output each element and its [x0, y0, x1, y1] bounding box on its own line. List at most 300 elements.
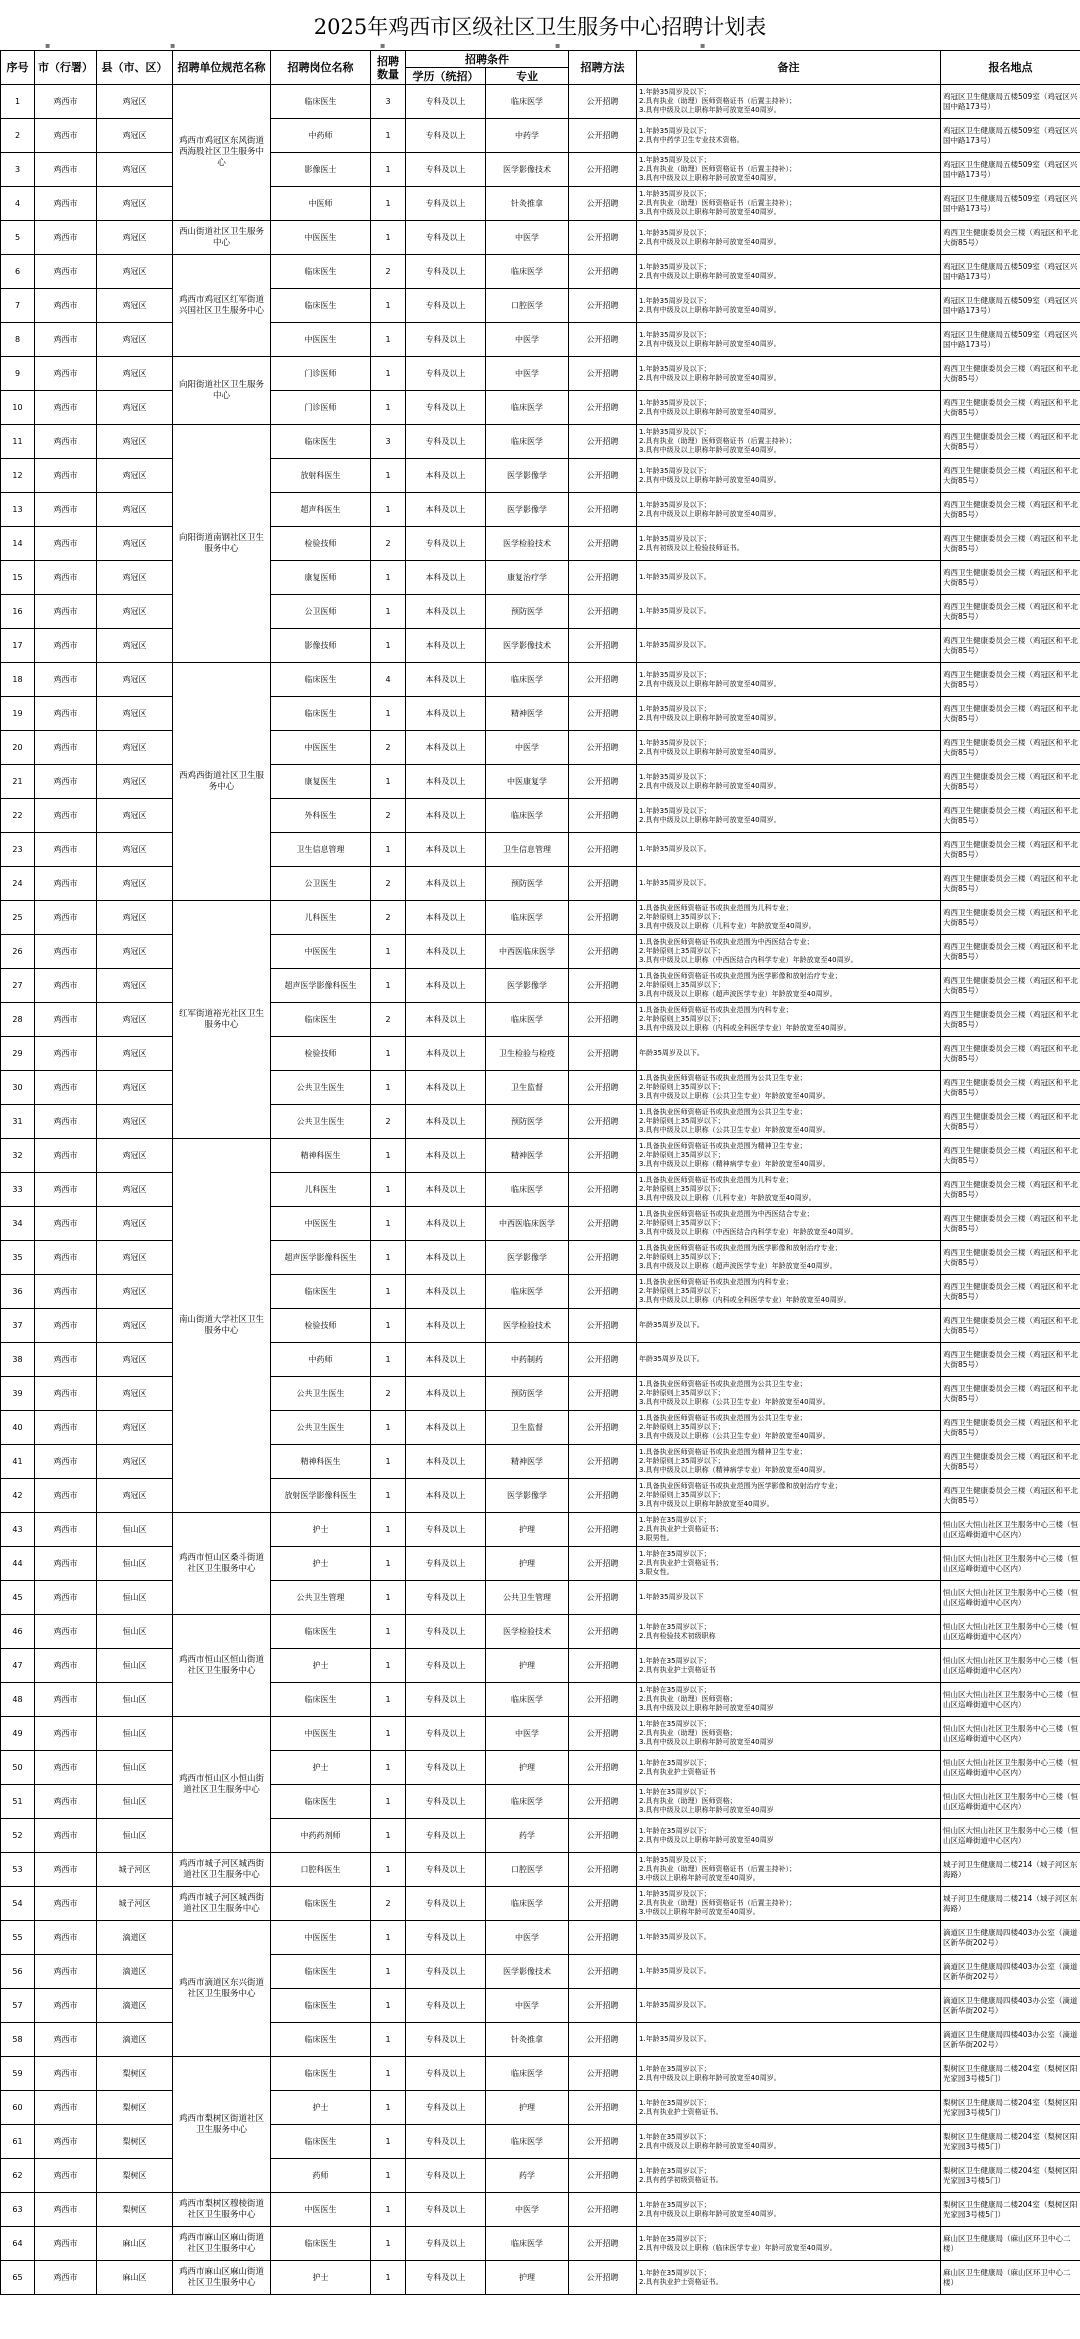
cell-seq: 11 — [1, 425, 35, 459]
cell-count: 2 — [371, 255, 406, 289]
cell-count: 2 — [371, 1377, 406, 1411]
cell-seq: 32 — [1, 1139, 35, 1173]
cell-education: 专科及以上 — [406, 527, 486, 561]
table-row — [1, 799, 1080, 833]
cell-post: 临床医生 — [271, 1989, 371, 2023]
cell-seq: 47 — [1, 1649, 35, 1683]
cell-county: 鸡冠区 — [97, 527, 173, 561]
cell-county: 鸡冠区 — [97, 1037, 173, 1071]
cell-place: 城子河卫生健康局二楼214（城子河区东海路） — [941, 1853, 1080, 1887]
cell-major: 临床医学 — [486, 663, 569, 697]
cell-count: 1 — [371, 833, 406, 867]
cell-post: 临床医生 — [271, 1785, 371, 1819]
cell-post: 公共卫生医生 — [271, 1411, 371, 1445]
cell-city: 鸡西市 — [35, 425, 97, 459]
cell-seq: 1 — [1, 85, 35, 119]
cell-count: 1 — [371, 1581, 406, 1615]
cell-major: 医学影像技术 — [486, 1955, 569, 1989]
cell-note: 1.具备执业医师资格证书或执业范围为内科专业； 2.年龄原则上35周岁以下； 3.具有中级及以上职称（内科或全科医学专业）年龄放宽至40周岁。 — [637, 1275, 941, 1309]
cell-place: 鸡西卫生健康委员会三楼（鸡冠区和平北大街85号） — [941, 1105, 1080, 1139]
cell-major: 临床医学 — [486, 1683, 569, 1717]
cell-city: 鸡西市 — [35, 1377, 97, 1411]
cell-seq: 59 — [1, 2057, 35, 2091]
column-marker: ▪ — [700, 41, 706, 50]
cell-note: 1.具备执业医师资格证书或执业范围为医学影像和放射治疗专业； 2.年龄原则上35周岁以下； 3.具有中级及以上职称（超声波医学专业）年龄放宽至40周岁。 — [637, 969, 941, 1003]
cell-education: 本科及以上 — [406, 1207, 486, 1241]
table-row — [1, 85, 1080, 119]
header-major: 专业 — [486, 68, 569, 85]
cell-seq: 7 — [1, 289, 35, 323]
cell-county: 梨树区 — [97, 2159, 173, 2193]
cell-city: 鸡西市 — [35, 731, 97, 765]
cell-method: 公开招聘 — [569, 1173, 637, 1207]
cell-major: 康复治疗学 — [486, 561, 569, 595]
cell-unit: 鸡西市鸡冠区东风街道西海股社区卫生服务中心 — [173, 85, 271, 221]
table-row — [1, 289, 1080, 323]
cell-post: 中医医生 — [271, 221, 371, 255]
cell-county: 鸡冠区 — [97, 1445, 173, 1479]
cell-major: 中医学 — [486, 221, 569, 255]
cell-method: 公开招聘 — [569, 1377, 637, 1411]
cell-unit: 鸡西市梨树区街道社区卫生服务中心 — [173, 2057, 271, 2193]
cell-note: 1.具备执业医师资格证书或执业范围为中西医结合专业； 2.年龄原则上35周岁以下； 3.具有中级及以上职称（中西医结合内科学专业）年龄放宽至40周岁。 — [637, 935, 941, 969]
cell-method: 公开招聘 — [569, 561, 637, 595]
table-row — [1, 1615, 1080, 1649]
cell-note: 1.年龄35周岁及以下。 — [637, 2023, 941, 2057]
cell-method: 公开招聘 — [569, 697, 637, 731]
cell-city: 鸡西市 — [35, 119, 97, 153]
cell-count: 1 — [371, 697, 406, 731]
cell-major: 公共卫生管理 — [486, 1581, 569, 1615]
cell-note: 1.年龄35周岁及以下； 2.具有中级及以上职称年龄可放宽至40周岁。 — [637, 391, 941, 425]
cell-county: 鸡冠区 — [97, 1343, 173, 1377]
cell-method: 公开招聘 — [569, 425, 637, 459]
cell-method: 公开招聘 — [569, 731, 637, 765]
cell-post: 临床医生 — [271, 425, 371, 459]
cell-education: 本科及以上 — [406, 1173, 486, 1207]
cell-post: 门诊医师 — [271, 391, 371, 425]
cell-method: 公开招聘 — [569, 1105, 637, 1139]
table-row — [1, 969, 1080, 1003]
cell-count: 1 — [371, 629, 406, 663]
table-row — [1, 1343, 1080, 1377]
cell-city: 鸡西市 — [35, 153, 97, 187]
table-row — [1, 493, 1080, 527]
cell-seq: 64 — [1, 2227, 35, 2261]
cell-seq: 37 — [1, 1309, 35, 1343]
cell-note: 年龄35周岁及以下。 — [637, 1037, 941, 1071]
cell-place: 鸡西卫生健康委员会三楼（鸡冠区和平北大街85号） — [941, 1173, 1080, 1207]
table-row — [1, 221, 1080, 255]
cell-post: 药师 — [271, 2159, 371, 2193]
cell-method: 公开招聘 — [569, 323, 637, 357]
cell-unit: 南山街道大学社区卫生服务中心 — [173, 1139, 271, 1513]
cell-count: 1 — [371, 1921, 406, 1955]
cell-post: 临床医生 — [271, 697, 371, 731]
cell-post: 影像技师 — [271, 629, 371, 663]
cell-city: 鸡西市 — [35, 1513, 97, 1547]
header-note: 备注 — [637, 51, 941, 85]
cell-place: 鸡西卫生健康委员会三楼（鸡冠区和平北大街85号） — [941, 697, 1080, 731]
table-row — [1, 1445, 1080, 1479]
cell-major: 临床医学 — [486, 391, 569, 425]
cell-city: 鸡西市 — [35, 1921, 97, 1955]
table-row — [1, 2023, 1080, 2057]
cell-education: 专科及以上 — [406, 1717, 486, 1751]
cell-city: 鸡西市 — [35, 1037, 97, 1071]
cell-post: 中药药剂师 — [271, 1819, 371, 1853]
cell-place: 鸡冠区卫生健康局五楼509室（鸡冠区兴国中路173号） — [941, 255, 1080, 289]
cell-note: 1.年龄35周岁及以下； 2.具有执业（助理）医师资格证书（后置主持补）； 3.具有中级及以上职称年龄可放宽至40周岁。 — [637, 153, 941, 187]
cell-seq: 35 — [1, 1241, 35, 1275]
cell-major: 中医学 — [486, 2193, 569, 2227]
cell-seq: 56 — [1, 1955, 35, 1989]
cell-note: 1.年龄在35周岁以下； 2.具有中级及以上职称（临床医学专业）年龄可放宽至40周岁。 — [637, 2227, 941, 2261]
cell-education: 专科及以上 — [406, 1955, 486, 1989]
cell-method: 公开招聘 — [569, 1241, 637, 1275]
cell-post: 放射医学影像科医生 — [271, 1479, 371, 1513]
cell-count: 1 — [371, 2227, 406, 2261]
table-row — [1, 255, 1080, 289]
cell-county: 滴道区 — [97, 1955, 173, 1989]
cell-method: 公开招聘 — [569, 459, 637, 493]
cell-post: 护士 — [271, 2091, 371, 2125]
table-row — [1, 1139, 1080, 1173]
cell-county: 鸡冠区 — [97, 1071, 173, 1105]
cell-count: 1 — [371, 1275, 406, 1309]
cell-seq: 12 — [1, 459, 35, 493]
cell-method: 公开招聘 — [569, 2057, 637, 2091]
cell-place: 鸡西卫生健康委员会三楼（鸡冠区和平北大街85号） — [941, 969, 1080, 1003]
header-education: 学历（统招） — [406, 68, 486, 85]
cell-education: 专科及以上 — [406, 1649, 486, 1683]
cell-city: 鸡西市 — [35, 1649, 97, 1683]
cell-post: 临床医生 — [271, 85, 371, 119]
cell-seq: 3 — [1, 153, 35, 187]
cell-education: 专科及以上 — [406, 289, 486, 323]
cell-seq: 10 — [1, 391, 35, 425]
cell-education: 专科及以上 — [406, 221, 486, 255]
table-row — [1, 2057, 1080, 2091]
cell-seq: 63 — [1, 2193, 35, 2227]
cell-city: 鸡西市 — [35, 1751, 97, 1785]
cell-county: 恒山区 — [97, 1649, 173, 1683]
cell-seq: 20 — [1, 731, 35, 765]
cell-city: 鸡西市 — [35, 2159, 97, 2193]
cell-education: 专科及以上 — [406, 1615, 486, 1649]
table-row — [1, 833, 1080, 867]
cell-city: 鸡西市 — [35, 289, 97, 323]
cell-seq: 22 — [1, 799, 35, 833]
cell-seq: 62 — [1, 2159, 35, 2193]
cell-method: 公开招聘 — [569, 153, 637, 187]
cell-major: 中医学 — [486, 731, 569, 765]
cell-seq: 40 — [1, 1411, 35, 1445]
cell-method: 公开招聘 — [569, 1649, 637, 1683]
cell-count: 1 — [371, 1819, 406, 1853]
cell-county: 梨树区 — [97, 2091, 173, 2125]
cell-method: 公开招聘 — [569, 1785, 637, 1819]
cell-place: 麻山区卫生健康局（麻山区环卫中心二楼） — [941, 2227, 1080, 2261]
table-row — [1, 2125, 1080, 2159]
cell-count: 1 — [371, 561, 406, 595]
cell-seq: 6 — [1, 255, 35, 289]
cell-unit: 西山街道社区卫生服务中心 — [173, 221, 271, 255]
cell-major: 护理 — [486, 1547, 569, 1581]
cell-city: 鸡西市 — [35, 493, 97, 527]
cell-seq: 44 — [1, 1547, 35, 1581]
cell-count: 1 — [371, 1445, 406, 1479]
cell-major: 医学影像学 — [486, 1479, 569, 1513]
cell-place: 鸡西卫生健康委员会三楼（鸡冠区和平北大街85号） — [941, 765, 1080, 799]
table-body — [1, 85, 1080, 2295]
cell-note: 1.年龄35周岁及以下； 2.具有中级及以上职称年龄可放宽至40周岁。 — [637, 289, 941, 323]
cell-place: 鸡西卫生健康委员会三楼（鸡冠区和平北大街85号） — [941, 935, 1080, 969]
cell-post: 公卫医师 — [271, 595, 371, 629]
cell-count: 1 — [371, 1785, 406, 1819]
table-row — [1, 1853, 1080, 1887]
cell-count: 1 — [371, 2125, 406, 2159]
cell-education: 专科及以上 — [406, 2125, 486, 2159]
cell-place: 鸡冠区卫生健康局五楼509室（鸡冠区兴国中路173号） — [941, 153, 1080, 187]
cell-post: 放射科医生 — [271, 459, 371, 493]
page-title: 2025年鸡西市区级社区卫生服务中心招聘计划表 — [313, 15, 767, 39]
table-row — [1, 323, 1080, 357]
cell-place: 鸡西卫生健康委员会三楼（鸡冠区和平北大街85号） — [941, 493, 1080, 527]
cell-method: 公开招聘 — [569, 2261, 637, 2295]
cell-county: 鸡冠区 — [97, 493, 173, 527]
cell-education: 专科及以上 — [406, 1887, 486, 1921]
cell-post: 精神科医生 — [271, 1139, 371, 1173]
cell-major: 中医康复学 — [486, 765, 569, 799]
cell-method: 公开招聘 — [569, 1751, 637, 1785]
table-row — [1, 1819, 1080, 1853]
cell-count: 1 — [371, 2057, 406, 2091]
cell-major: 中医学 — [486, 323, 569, 357]
cell-county: 鸡冠区 — [97, 1275, 173, 1309]
cell-seq: 61 — [1, 2125, 35, 2159]
cell-seq: 23 — [1, 833, 35, 867]
cell-major: 临床医学 — [486, 1173, 569, 1207]
cell-method: 公开招聘 — [569, 85, 637, 119]
cell-count: 1 — [371, 1071, 406, 1105]
cell-major: 卫生监督 — [486, 1071, 569, 1105]
cell-post: 公共卫生医生 — [271, 1071, 371, 1105]
cell-place: 鸡西卫生健康委员会三楼（鸡冠区和平北大街85号） — [941, 799, 1080, 833]
cell-county: 恒山区 — [97, 1683, 173, 1717]
cell-education: 专科及以上 — [406, 1751, 486, 1785]
cell-major: 口腔医学 — [486, 289, 569, 323]
table-row — [1, 1377, 1080, 1411]
cell-city: 鸡西市 — [35, 1241, 97, 1275]
cell-post: 临床医生 — [271, 1275, 371, 1309]
cell-major: 护理 — [486, 1649, 569, 1683]
cell-city: 鸡西市 — [35, 1887, 97, 1921]
cell-seq: 54 — [1, 1887, 35, 1921]
cell-education: 本科及以上 — [406, 459, 486, 493]
cell-post: 护士 — [271, 1649, 371, 1683]
table-row — [1, 1683, 1080, 1717]
table-row — [1, 2091, 1080, 2125]
cell-place: 恒山区大恒山社区卫生服务中心三楼（恒山区巡峰街道中心区内） — [941, 1751, 1080, 1785]
cell-major: 临床医学 — [486, 1887, 569, 1921]
cell-city: 鸡西市 — [35, 1785, 97, 1819]
cell-seq: 27 — [1, 969, 35, 1003]
cell-count: 1 — [371, 2091, 406, 2125]
cell-count: 1 — [371, 595, 406, 629]
cell-education: 本科及以上 — [406, 1037, 486, 1071]
cell-method: 公开招聘 — [569, 1003, 637, 1037]
cell-major: 医学检验技术 — [486, 1309, 569, 1343]
cell-seq: 45 — [1, 1581, 35, 1615]
cell-place: 鸡西卫生健康委员会三楼（鸡冠区和平北大街85号） — [941, 1003, 1080, 1037]
cell-note: 1.年龄在35周岁以下； 2.具有执业（助理）医师资格； 3.具有中级及以上职称年龄可放宽至40周岁 — [637, 1717, 941, 1751]
cell-education: 本科及以上 — [406, 1343, 486, 1377]
cell-seq: 38 — [1, 1343, 35, 1377]
cell-method: 公开招聘 — [569, 2125, 637, 2159]
cell-major: 卫生监督 — [486, 1411, 569, 1445]
cell-method: 公开招聘 — [569, 595, 637, 629]
cell-seq: 9 — [1, 357, 35, 391]
cell-note: 1.年龄在35周岁以下； 2.具有检验技术初级职称 — [637, 1615, 941, 1649]
cell-major: 口腔医学 — [486, 1853, 569, 1887]
cell-city: 鸡西市 — [35, 1207, 97, 1241]
cell-post: 公共卫生管理 — [271, 1581, 371, 1615]
cell-county: 鸡冠区 — [97, 1003, 173, 1037]
table-row — [1, 2193, 1080, 2227]
cell-major: 预防医学 — [486, 1377, 569, 1411]
cell-county: 鸡冠区 — [97, 425, 173, 459]
cell-county: 鸡冠区 — [97, 833, 173, 867]
cell-count: 1 — [371, 765, 406, 799]
cell-education: 本科及以上 — [406, 697, 486, 731]
cell-place: 鸡西卫生健康委员会三楼（鸡冠区和平北大街85号） — [941, 833, 1080, 867]
cell-major: 精神医学 — [486, 1445, 569, 1479]
cell-education: 专科及以上 — [406, 2227, 486, 2261]
table-row — [1, 187, 1080, 221]
cell-major: 预防医学 — [486, 1105, 569, 1139]
cell-seq: 19 — [1, 697, 35, 731]
cell-note: 年龄35周岁及以下。 — [637, 1309, 941, 1343]
cell-place: 鸡冠区卫生健康局五楼509室（鸡冠区兴国中路173号） — [941, 289, 1080, 323]
table-row — [1, 1989, 1080, 2023]
cell-place: 梨树区卫生健康局二楼204室（梨树区阳光家园3号楼5门） — [941, 2057, 1080, 2091]
cell-count: 1 — [371, 153, 406, 187]
cell-method: 公开招聘 — [569, 1445, 637, 1479]
cell-education: 专科及以上 — [406, 425, 486, 459]
header-unit: 招聘单位规范名称 — [173, 51, 271, 85]
cell-education: 专科及以上 — [406, 1785, 486, 1819]
table-row — [1, 153, 1080, 187]
cell-education: 本科及以上 — [406, 1275, 486, 1309]
cell-education: 专科及以上 — [406, 1853, 486, 1887]
cell-major: 中西医临床医学 — [486, 1207, 569, 1241]
cell-note: 1.具备执业医师资格证书或执业范围为公共卫生专业； 2.年龄原则上35周岁以下； 3.具有中级及以上职称（公共卫生专业）年龄放宽至40周岁。 — [637, 1377, 941, 1411]
cell-county: 鸡冠区 — [97, 357, 173, 391]
cell-place: 梨树区卫生健康局二楼204室（梨树区阳光家园3号楼5门） — [941, 2091, 1080, 2125]
cell-city: 鸡西市 — [35, 1581, 97, 1615]
cell-post: 中药师 — [271, 1343, 371, 1377]
cell-county: 梨树区 — [97, 2125, 173, 2159]
cell-note: 1.年龄在35周岁以下； 2.具有执业护士资格证书； 3.限男性。 — [637, 1513, 941, 1547]
table-row — [1, 935, 1080, 969]
cell-method: 公开招聘 — [569, 901, 637, 935]
cell-note: 1.年龄35周岁及以下。 — [637, 867, 941, 901]
table-row — [1, 2261, 1080, 2295]
cell-post: 临床医生 — [271, 1683, 371, 1717]
cell-post: 中医医生 — [271, 731, 371, 765]
cell-note: 1.具备执业医师资格证书或执业范围为公共卫生专业； 2.年龄原则上35周岁以下； 3.具有中级及以上职称（公共卫生专业）年龄放宽至40周岁。 — [637, 1411, 941, 1445]
column-marker: ▪ — [45, 41, 51, 50]
cell-method: 公开招聘 — [569, 2159, 637, 2193]
cell-note: 1.具备执业医师资格证书或执业范围为公共卫生专业； 2.年龄原则上35周岁以下； 3.具有中级及以上职称（公共卫生专业）年龄放宽至40周岁。 — [637, 1071, 941, 1105]
cell-major: 临床医学 — [486, 255, 569, 289]
cell-major: 中医学 — [486, 357, 569, 391]
cell-method: 公开招聘 — [569, 391, 637, 425]
cell-note: 1.年龄35周岁及以下； 2.具有中级及以上职称年龄可放宽至40周岁。 — [637, 221, 941, 255]
cell-place: 鸡西卫生健康委员会三楼（鸡冠区和平北大街85号） — [941, 425, 1080, 459]
cell-method: 公开招聘 — [569, 663, 637, 697]
cell-city: 鸡西市 — [35, 459, 97, 493]
cell-note: 1.年龄35周岁及以下； 2.具有中级及以上职称年龄可放宽至40周岁。 — [637, 765, 941, 799]
cell-education: 本科及以上 — [406, 969, 486, 1003]
cell-count: 1 — [371, 1615, 406, 1649]
cell-city: 鸡西市 — [35, 867, 97, 901]
cell-seq: 34 — [1, 1207, 35, 1241]
cell-post: 中医师 — [271, 187, 371, 221]
table-row — [1, 1547, 1080, 1581]
cell-major: 中医学 — [486, 1921, 569, 1955]
table-row — [1, 1955, 1080, 1989]
cell-unit: 鸡西市麻山区麻山街道社区卫生服务中心 — [173, 2261, 271, 2295]
cell-place: 鸡西卫生健康委员会三楼（鸡冠区和平北大街85号） — [941, 459, 1080, 493]
cell-major: 卫生检验与检疫 — [486, 1037, 569, 1071]
cell-post: 外科医生 — [271, 799, 371, 833]
cell-method: 公开招聘 — [569, 833, 637, 867]
cell-education: 本科及以上 — [406, 833, 486, 867]
cell-count: 1 — [371, 1717, 406, 1751]
cell-county: 鸡冠区 — [97, 663, 173, 697]
cell-post: 中医医生 — [271, 2193, 371, 2227]
cell-place: 鸡西卫生健康委员会三楼（鸡冠区和平北大街85号） — [941, 1071, 1080, 1105]
cell-education: 专科及以上 — [406, 2261, 486, 2295]
cell-county: 鸡冠区 — [97, 153, 173, 187]
cell-place: 鸡西卫生健康委员会三楼（鸡冠区和平北大街85号） — [941, 1411, 1080, 1445]
cell-education: 本科及以上 — [406, 595, 486, 629]
cell-education: 本科及以上 — [406, 629, 486, 663]
cell-method: 公开招聘 — [569, 1309, 637, 1343]
cell-county: 鸡冠区 — [97, 799, 173, 833]
cell-county: 鸡冠区 — [97, 289, 173, 323]
cell-city: 鸡西市 — [35, 1615, 97, 1649]
cell-city: 鸡西市 — [35, 1173, 97, 1207]
cell-post: 影像医士 — [271, 153, 371, 187]
cell-education: 专科及以上 — [406, 153, 486, 187]
cell-count: 1 — [371, 357, 406, 391]
cell-county: 梨树区 — [97, 2057, 173, 2091]
header-county: 县（市、区） — [97, 51, 173, 85]
table-row — [1, 867, 1080, 901]
cell-county: 鸡冠区 — [97, 1173, 173, 1207]
cell-place: 恒山区大恒山社区卫生服务中心三楼（恒山区巡峰街道中心区内） — [941, 1581, 1080, 1615]
table-row — [1, 1037, 1080, 1071]
cell-city: 鸡西市 — [35, 1003, 97, 1037]
cell-city: 鸡西市 — [35, 1343, 97, 1377]
cell-post: 临床医生 — [271, 2057, 371, 2091]
cell-major: 临床医学 — [486, 799, 569, 833]
cell-unit: 向阳街道社区卫生服务中心 — [173, 357, 271, 425]
cell-note: 1.年龄35周岁及以下。 — [637, 1921, 941, 1955]
